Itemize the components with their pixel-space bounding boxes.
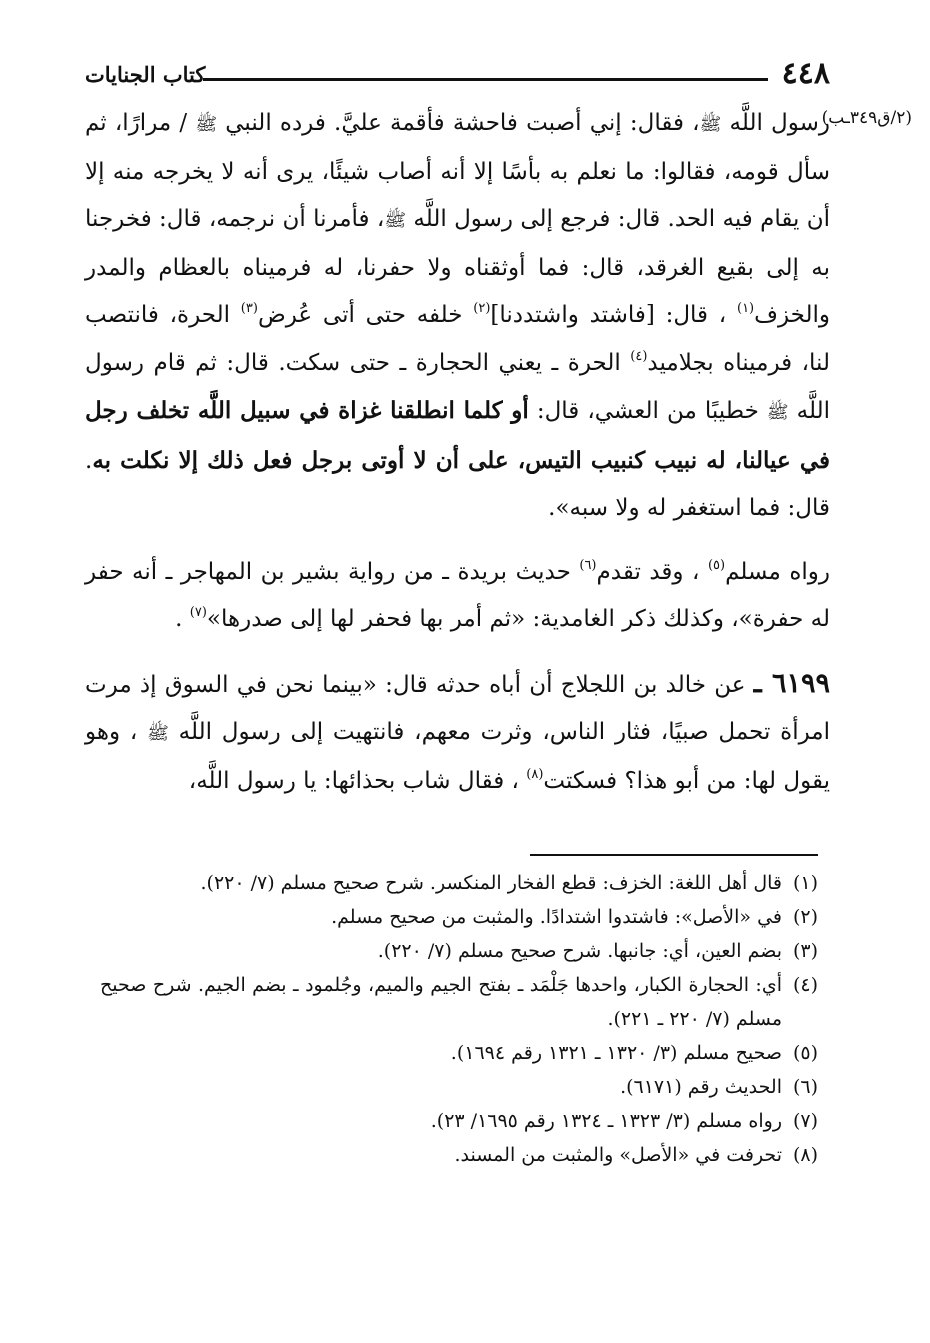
paragraph-2 bbox=[85, 549, 830, 644]
footnote bbox=[100, 1138, 818, 1172]
footnote-ref[interactable]: (٥) bbox=[707, 557, 726, 573]
paragraph-3 bbox=[85, 660, 830, 806]
manuscript-margin-note: (٢/ق٣٤٩ـب) bbox=[821, 108, 912, 128]
text-run: . bbox=[175, 606, 190, 632]
footnote-text: رواه مسلم (٣/ ١٣٢٣ ـ ١٣٢٤ رقم ١٦٩٥/ ٢٣). bbox=[430, 1110, 782, 1132]
footnote-text: في «الأصل»: فاشتدوا اشتدادًا. والمثبت من صحيح مسلم. bbox=[331, 906, 782, 928]
footnote-text: الحديث رقم (٦١٧١). bbox=[620, 1076, 782, 1098]
footnote-ref[interactable]: (٧) bbox=[189, 605, 207, 620]
footnote-separator bbox=[530, 854, 818, 856]
header-rule bbox=[203, 78, 768, 81]
text-run: ، فقال شاب بحذائها: يا رسول اللَّه، bbox=[188, 767, 527, 794]
footnote bbox=[100, 1036, 818, 1070]
text-run: رسول اللَّه bbox=[721, 110, 831, 136]
footnote-text: بضم العين، أي: جانبها. شرح صحيح مسلم (٧/ ٢٢٠). bbox=[377, 940, 782, 962]
footnote-number: (٤) bbox=[792, 974, 818, 996]
salla-glyph: ﷺ bbox=[766, 402, 789, 423]
footnote bbox=[100, 934, 818, 968]
text-run: خلفه حتى أتى عُرض bbox=[257, 302, 474, 328]
text-run: ، وقد تقدم bbox=[596, 558, 708, 585]
footnote-ref[interactable]: (٢) bbox=[473, 301, 491, 316]
text-run: رواه مسلم bbox=[725, 558, 831, 585]
chapter-title: كتاب الجنايات bbox=[85, 62, 206, 87]
text-run: ، فقال: إني أصبت فاحشة فأقمة عليَّ. فرده النبي bbox=[217, 110, 700, 136]
footnote-ref[interactable]: (١) bbox=[736, 301, 755, 316]
text-run: الحرة ـ يعني الحجارة ـ حتى سكت. قال: ثم قام رسول اللَّه bbox=[85, 349, 830, 424]
footnote-text: قال أهل اللغة: الخزف: قطع الفخار المنكسر. شرح صحيح مسلم (٧/ ٢٢٠). bbox=[200, 872, 782, 894]
footnote bbox=[100, 1070, 818, 1104]
salla-glyph: ﷺ bbox=[699, 114, 722, 135]
footnote-ref[interactable]: (٤) bbox=[630, 348, 648, 364]
footnote-ref[interactable]: (٨) bbox=[526, 766, 544, 782]
page-number: ٤٤٨ bbox=[781, 56, 830, 91]
salla-glyph: ﷺ bbox=[147, 723, 169, 744]
main-text bbox=[85, 100, 912, 805]
footnote-number: (٢) bbox=[792, 906, 818, 928]
text-run: ، قال: [فاشتد واشتددنا] bbox=[490, 302, 737, 328]
footnote bbox=[100, 866, 818, 900]
footnote-number: (٧) bbox=[792, 1110, 818, 1132]
page-header bbox=[85, 56, 830, 96]
footnote-ref[interactable]: (٣) bbox=[240, 301, 258, 316]
bold-quote: أو كلما انطلقنا غزاة في سبيل اللَّه تخلف رجل في عيالنا، له نبيب كنبيب التيس، على أن لا أوتى برجل فعل ذلك إلا نكلت به bbox=[85, 397, 830, 474]
footnote-number: (٣) bbox=[792, 940, 818, 962]
footnote bbox=[100, 900, 818, 934]
footnote-number: (٦) bbox=[792, 1076, 818, 1098]
salla-glyph: ﷺ bbox=[195, 114, 218, 135]
footnote-text: صحيح مسلم (٣/ ١٣٢٠ ـ ١٣٢١ رقم ١٦٩٤). bbox=[450, 1042, 782, 1064]
text-run: ، وهو يقول لها: من أبو هذا؟ فسكتت bbox=[85, 719, 830, 794]
footnote-text: أي: الحجارة الكبار، واحدها جَلْمَد ـ بفتح الجيم والميم، وجُلمود ـ بضم الجيم. شرح صحيح مسلم (٧/ ٢٢٠ ـ ٢٢١). bbox=[100, 974, 782, 1030]
footnote-number: (٨) bbox=[792, 1144, 818, 1166]
paragraph-1 bbox=[85, 100, 830, 533]
footnote-ref[interactable]: (٦) bbox=[579, 557, 597, 573]
text-run: . قال: فما استغفر له ولا سبه». bbox=[85, 447, 830, 521]
footnote bbox=[100, 968, 818, 1036]
footnote bbox=[100, 1104, 818, 1138]
footnote-text: تحرفت في «الأصل» والمثبت من المسند. bbox=[454, 1144, 782, 1166]
text-run: ، فأمرنا أن نرجمه، قال: فخرجنا به إلى بقيع الغرقد، قال: فما أوثقناه ولا حفرنا، له فرميناه بالعظام والمدر والخزف bbox=[85, 206, 831, 328]
text-run: حديث بريدة ـ من رواية بشير بن المهاجر ـ أنه حفر له حفرة»، وكذلك ذكر الغامدية: «ثم أمر بها فحفر لها إلى صدرها» bbox=[85, 558, 830, 632]
footnotes bbox=[100, 866, 818, 1172]
footnote-number: (٥) bbox=[792, 1042, 818, 1064]
hadith-number: ٦١٩٩ ـ bbox=[753, 667, 830, 699]
text-run: الحرة، فانتصب لنا، فرميناه بجلاميد bbox=[85, 302, 830, 376]
text-run: عن خالد بن اللجلاج أن أباه حدثه قال: «بينما نحن في السوق إذ مرت امرأة تحمل صبيًا، فثار الناس، وثرت معهم، فانتهيت إلى رسول اللَّه bbox=[85, 671, 830, 745]
footnote-number: (١) bbox=[792, 872, 818, 894]
text-run: / مرارًا، ثم سأل قومه، فقالوا: ما نعلم به بأسًا إلا أنه أصاب شيئًا، يرى أنه لا يخرجه منه إلا أن يقام فيه الحد. قال: فرجع إلى رسول اللَّه bbox=[85, 110, 831, 232]
salla-glyph: ﷺ bbox=[384, 210, 407, 231]
text-run: خطيبًا من العشي، قال: bbox=[528, 398, 767, 424]
